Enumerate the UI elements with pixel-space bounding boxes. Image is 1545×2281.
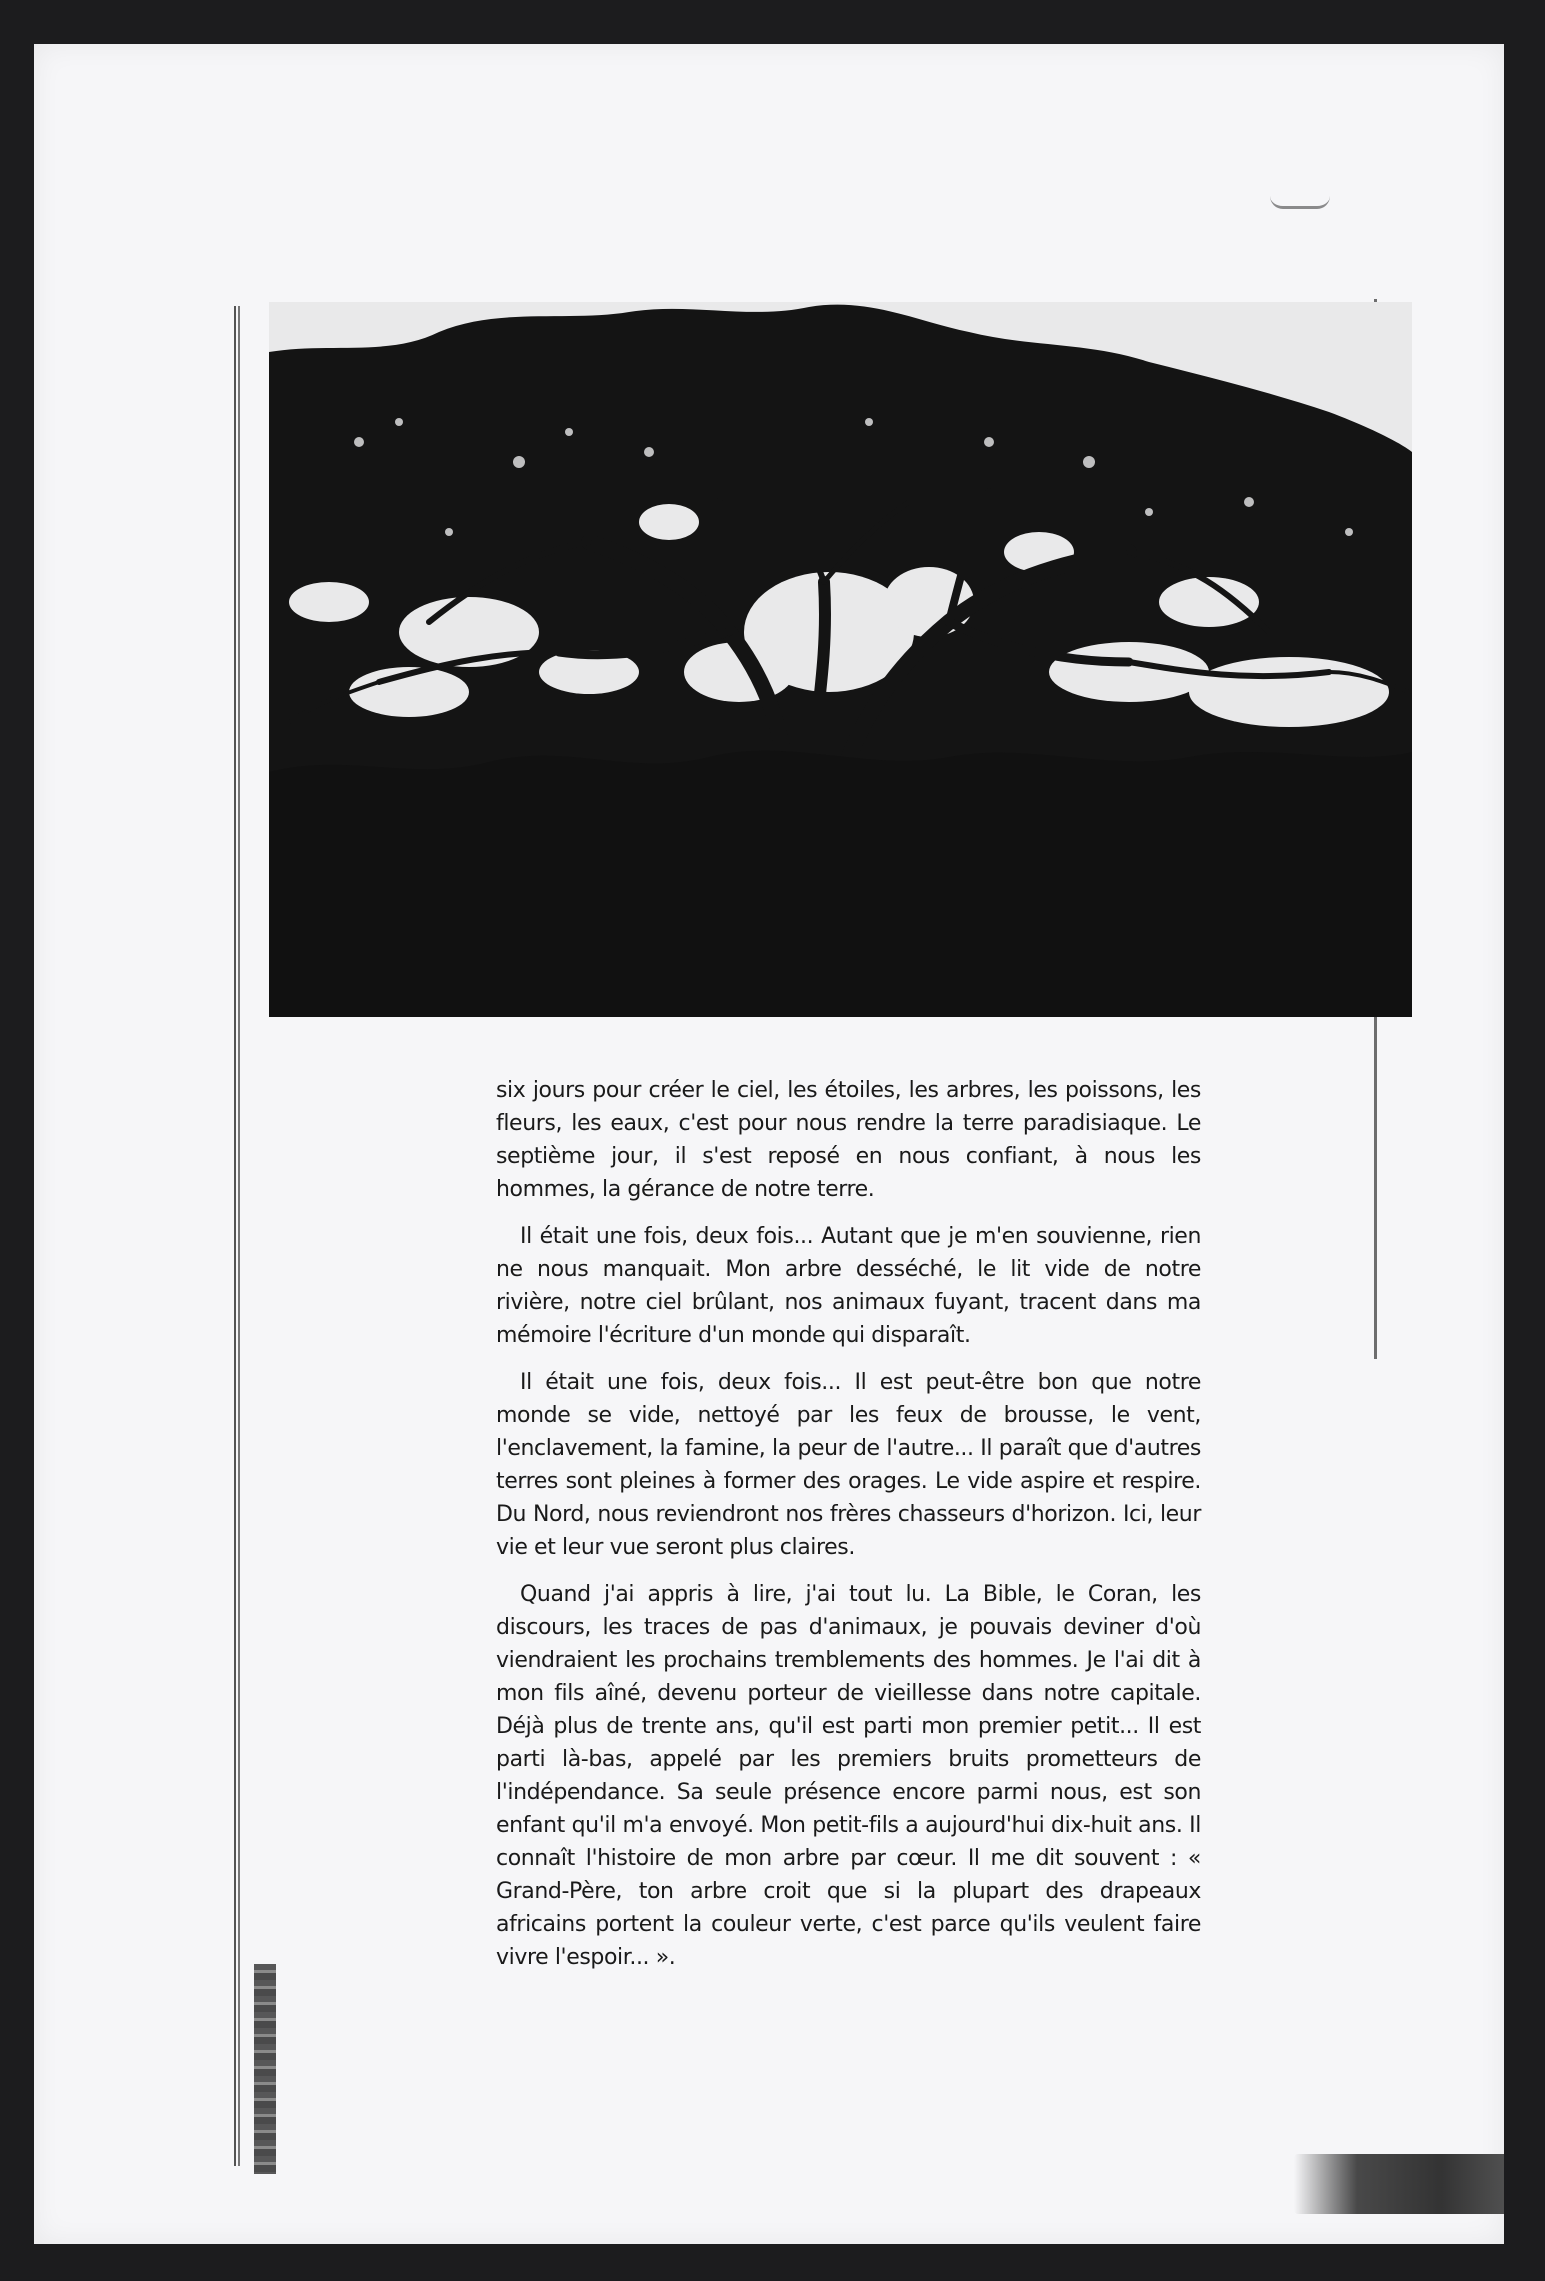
left-margin-rule <box>234 306 240 2166</box>
paragraph-1: six jours pour créer le ciel, les étoiles, les arbres, les poissons, les fleurs, les eaux, c'est pour nous rendre la terre paradisiaque. Le septième jour, il s'est reposé en nous confiant, à nous les hommes, la gérance de notre terre. <box>496 1078 1201 1202</box>
paragraph-2: Il était une fois, deux fois... Autant que je m'en souvienne, rien ne nous manquait. Mon arbre desséché, le lit vide de notre rivière, notre ciel brûlant, nos animaux fuyant, tracent dans ma mémoire l'écriture d'un monde qui disparaît. <box>496 1224 1201 1348</box>
paragraph-4: Quand j'ai appris à lire, j'ai tout lu. La Bible, le Coran, les discours, les traces de pas d'animaux, je pouvais deviner d'où viendraient les prochains tremblements des hommes. Je l'ai dit à mon fils aîné, devenu porteur de vieillesse dans notre capitale. Déjà plus de trente ans, qu'il est parti mon premier petit... Il est parti là-bas, appelé par les premiers bruits prometteurs de l'indépendance. Sa seule présence encore parmi nous, est son enfant qu'il m'a envoyé. Mon petit-fils a aujourd'hui dix-huit ans. Il connaît l'histoire de mon arbre par cœur. Il me dit souvent : « Grand-Père, ton arbre croit que si la plupart des drapeaux africains portent la couleur verte, c'est parce qu'ils veulent faire vivre l'espoir... ». <box>496 1582 1201 1970</box>
paper-sheet <box>34 44 1504 2244</box>
bottom-ink-smudge <box>1294 2154 1504 2214</box>
tree-silhouette-icon <box>269 302 1412 1017</box>
pen-mark <box>1270 196 1330 209</box>
paragraph-3: Il était une fois, deux fois... Il est peut-être bon que notre monde se vide, nettoyé par les feux de brousse, le vent, l'enclavement, la famine, la peur de l'autre... Il paraît que d'autres terres sont pleines à former des orages. Le vide aspire et respire. Du Nord, nous reviendront nos frères chasseurs d'horizon. Ici, leur vie et leur vue seront plus claires. <box>496 1370 1201 1560</box>
left-ink-smudge <box>254 1964 276 2174</box>
body-text <box>496 1074 1201 1988</box>
tree-silhouette-photo <box>269 302 1412 1017</box>
